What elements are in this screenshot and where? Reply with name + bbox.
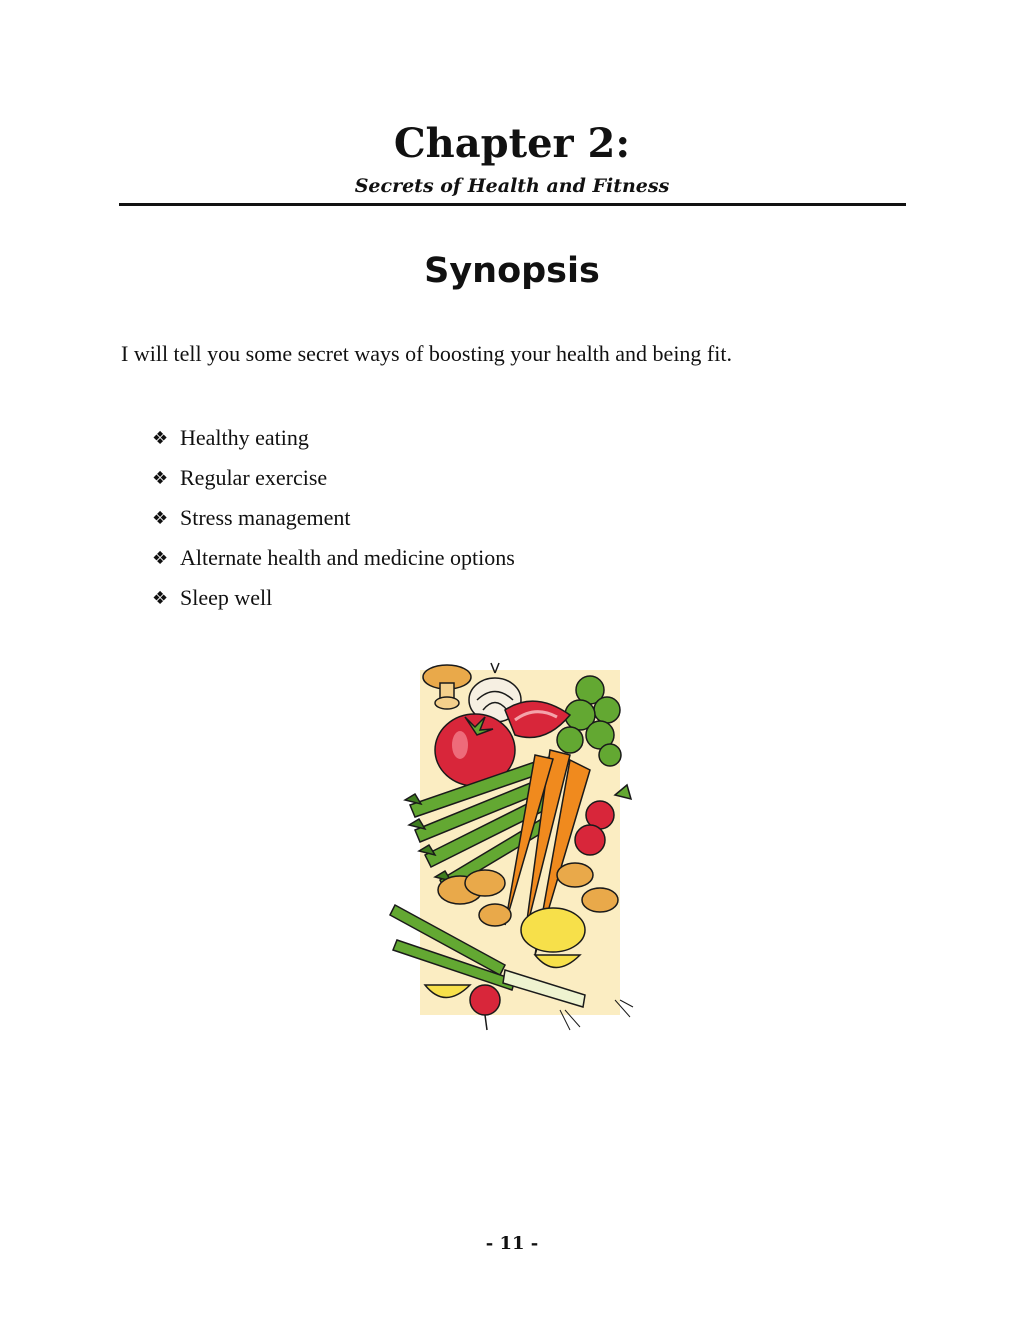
section-title: Synopsis	[424, 251, 600, 291]
bullet-list	[152, 418, 515, 618]
title-divider	[119, 203, 906, 206]
list-item	[152, 498, 515, 538]
intro-paragraph: I will tell you some secret ways of boosting your health and being fit.	[121, 341, 732, 366]
list-item-label: Alternate health and medicine options	[180, 545, 515, 570]
chapter-title: Chapter 2:	[393, 120, 631, 167]
page-number: - 11 -	[485, 1233, 539, 1254]
list-item-label: Regular exercise	[180, 465, 328, 490]
list-item	[152, 538, 515, 578]
diamond-bullet-icon: ❖	[152, 467, 169, 489]
radish	[470, 985, 500, 1030]
list-item	[152, 578, 515, 618]
list-item	[152, 458, 515, 498]
diamond-bullet-icon: ❖	[152, 507, 169, 529]
vegetables-illustration	[385, 655, 640, 1040]
diamond-bullet-icon: ❖	[152, 427, 169, 449]
list-item-label: Stress management	[180, 505, 351, 530]
diamond-bullet-icon: ❖	[152, 547, 169, 569]
diamond-bullet-icon: ❖	[152, 587, 169, 609]
list-item-label: Sleep well	[180, 585, 273, 610]
list-item	[152, 418, 515, 458]
chapter-subtitle: Secrets of Health and Fitness	[354, 175, 670, 197]
list-item-label: Healthy eating	[180, 425, 309, 450]
